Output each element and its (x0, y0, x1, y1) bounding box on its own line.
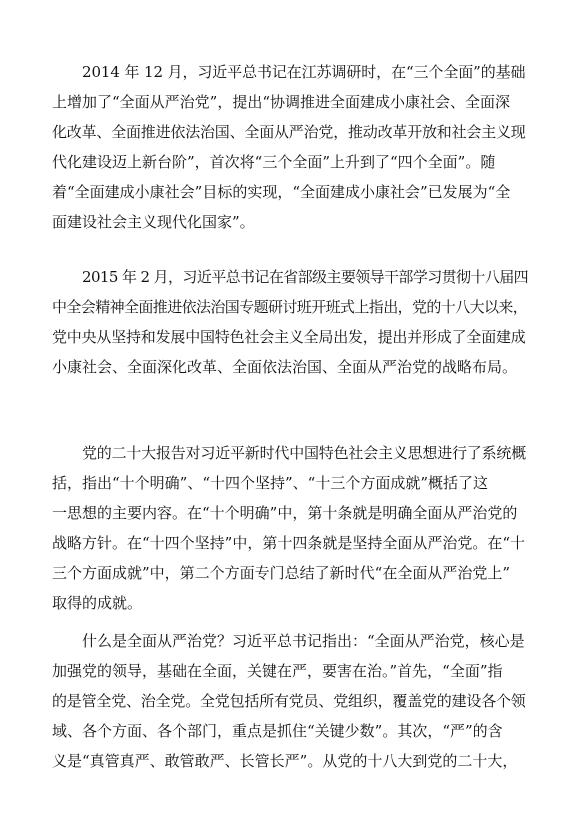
paragraph-line: 小康社会、全面深化改革、全面依法治国、全面从严治党的战略布局。 (52, 358, 518, 376)
paragraph-line: 2015 年 2 月，习近平总书记在省部级主要领导干部学习贯彻十八届四 (82, 268, 529, 286)
paragraph-line: 化改革、全面推进依法治国、全面从严治党，推动改革开放和社会主义现 (52, 123, 526, 141)
paragraph-4 (52, 626, 528, 776)
paragraph-line: 义是“真管真严、敢管敢严、长管长严”。从党的十八大到党的二十大， (52, 752, 518, 770)
paragraph-line: 2014 年 12 月，习近平总书记在江苏调研时，在“三个全面”的基础 (82, 63, 526, 81)
paragraph-3 (52, 438, 528, 618)
paragraph-line: 着“全面建成小康社会”目标的实现，“全面建成小康社会”已发展为“全 (52, 183, 511, 201)
paragraph-line: 域、各个方面、各个部门，重点是抓住“关键少数”。其次，“严”的含 (52, 722, 503, 740)
paragraph-2 (52, 262, 528, 382)
paragraph-line: 战略方针。在“十四个坚持”中，第十四条就是坚持全面从严治党。在“十 (52, 534, 526, 552)
paragraph-line: 党的二十大报告对习近平新时代中国特色社会主义思想进行了系统概 (82, 444, 527, 462)
paragraph-line: 什么是全面从严治党？习近平总书记指出：“全面从严治党，核心是 (82, 632, 525, 650)
paragraph-line: 的是管全党、治全党。全党包括所有党员、党组织，覆盖党的建设各个领 (52, 692, 526, 710)
paragraph-line: 三个方面成就”中，第二个方面专门总结了新时代“在全面从严治党上” (52, 564, 511, 582)
paragraph-line: 党中央从坚持和发展中国特色社会主义全局出发，提出并形成了全面建成 (52, 328, 526, 346)
paragraph-line: 取得的成就。 (52, 594, 143, 612)
paragraph-line: 上增加了“全面从严治党”，提出“协调推进全面建成小康社会、全面深 (52, 93, 511, 111)
paragraph-line: 中全会精神全面推进依法治国专题研讨班开班式上指出，党的十八大以来， (52, 298, 528, 316)
paragraph-line: 代化建设迈上新台阶”，首次将“三个全面”上升到了“四个全面”。随 (52, 153, 496, 171)
paragraph-line: 括，指出“十个明确”、“十四个坚持”、“十三个方面成就”概括了这 (52, 474, 489, 492)
paragraph-line: 一思想的主要内容。在“十个明确”中，第十条就是明确全面从严治党的 (52, 504, 518, 522)
paragraph-line: 加强党的领导，基础在全面，关键在严，要害在治。”首先，“全面”指 (52, 662, 503, 680)
paragraph-line: 面建设社会主义现代化国家”。 (52, 213, 255, 231)
paragraph-1 (52, 57, 528, 237)
